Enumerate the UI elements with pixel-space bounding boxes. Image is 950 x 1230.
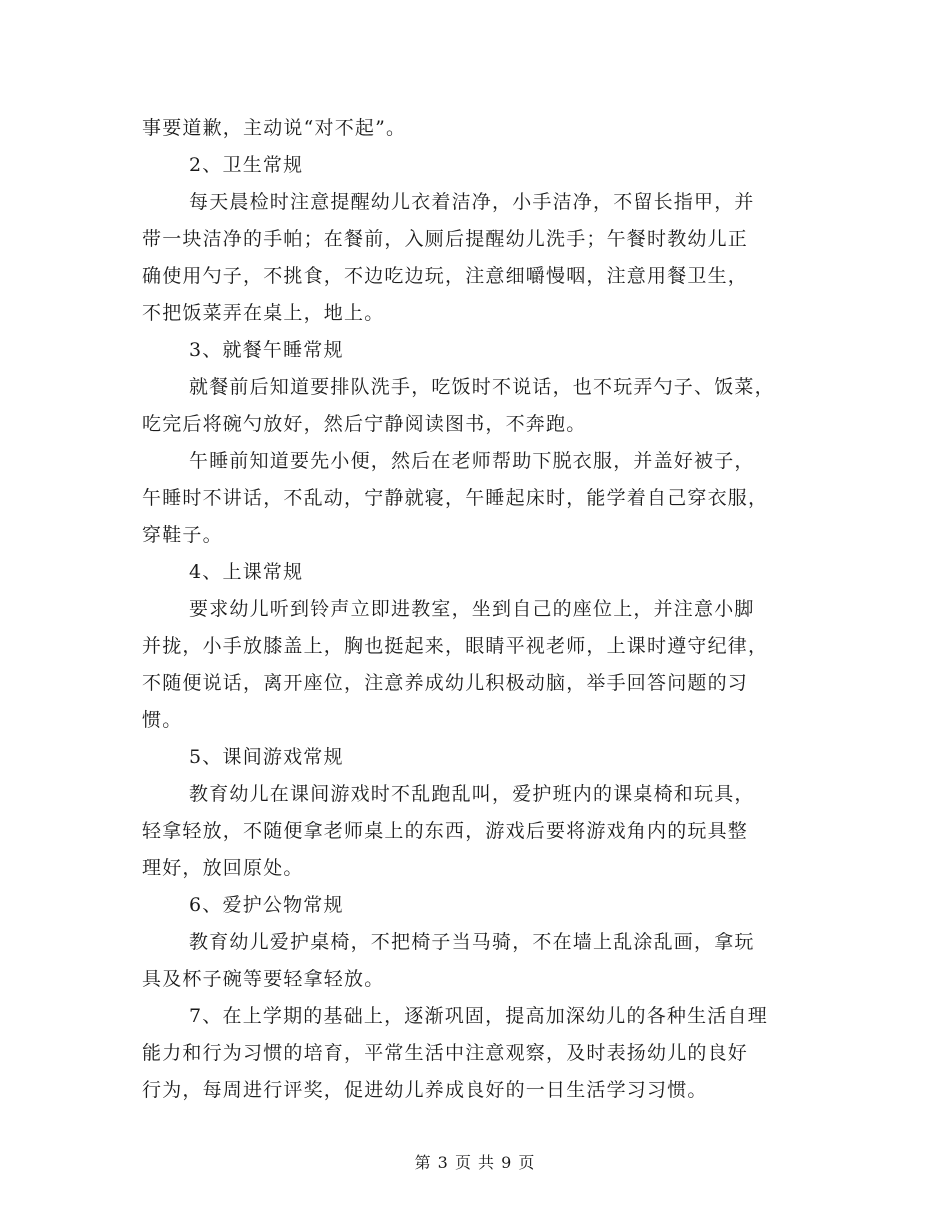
section-heading: 6、爱护公物常规 — [189, 894, 344, 916]
text-line: 不把饭菜弄在桌上，地上。 — [142, 302, 385, 324]
section-heading: 4、上课常规 — [189, 561, 304, 583]
text-line: 7、在上学期的基础上，逐渐巩固，提高加深幼儿的各种生活自理 — [189, 1005, 768, 1027]
text-line: 轻拿轻放，不随便拿老师桌上的东西，游戏后要将游戏角内的玩具整 — [142, 820, 749, 842]
text-line: 吃完后将碗勺放好，然后宁静阅读图书，不奔跑。 — [142, 413, 587, 435]
text-line: 事要道歉，主动说“对不起”。 — [142, 117, 407, 139]
footer-total-pages: 9 — [501, 1153, 513, 1172]
page-footer — [0, 1153, 950, 1173]
footer-prefix: 第 — [414, 1153, 432, 1172]
text-line: 就餐前后知道要排队洗手，吃饭时不说话，也不玩弄勺子、饭菜， — [189, 376, 775, 398]
text-line: 并拢，小手放膝盖上，胸也挺起来，眼睛平视老师，上课时遵守纪律， — [142, 635, 769, 657]
text-line: 教育幼儿爱护桌椅，不把椅子当马骑，不在墙上乱涂乱画，拿玩 — [189, 931, 755, 953]
section-heading: 5、课间游戏常规 — [189, 746, 344, 768]
text-line: 不随便说话，离开座位，注意养成幼儿积极动脑，举手回答问题的习 — [142, 672, 749, 694]
text-line: 能力和行为习惯的培育，平常生活中注意观察，及时表扬幼儿的良好 — [142, 1042, 749, 1064]
text-line: 具及杯子碗等要轻拿轻放。 — [142, 968, 385, 990]
text-line: 午睡前知道要先小便，然后在老师帮助下脱衣服，并盖好被子， — [189, 450, 755, 472]
text-line: 要求幼儿听到铃声立即进教室，坐到自己的座位上，并注意小脚 — [189, 598, 755, 620]
footer-current-page: 3 — [437, 1153, 449, 1172]
section-heading: 2、卫生常规 — [189, 154, 304, 176]
text-line: 每天晨检时注意提醒幼儿衣着洁净，小手洁净，不留长指甲，并 — [189, 191, 755, 213]
text-line: 午睡时不讲话，不乱动，宁静就寝，午睡起床时，能学着自己穿衣服， — [142, 487, 769, 509]
text-line: 穿鞋子。 — [142, 524, 223, 546]
footer-middle: 页 共 — [454, 1153, 496, 1172]
text-line: 教育幼儿在课间游戏时不乱跑乱叫，爱护班内的课桌椅和玩具， — [189, 783, 755, 805]
text-line: 行为，每周进行评奖，促进幼儿养成良好的一日生活学习习惯。 — [142, 1079, 708, 1101]
text-line: 带一块洁净的手帕；在餐前，入厕后提醒幼儿洗手；午餐时教幼儿正 — [142, 228, 749, 250]
text-line: 确使用勺子，不挑食，不边吃边玩，注意细嚼慢咽，注意用餐卫生， — [142, 265, 749, 287]
text-line: 理好，放回原处。 — [142, 857, 304, 879]
section-heading: 3、就餐午睡常规 — [189, 339, 344, 361]
text-line: 惯。 — [142, 709, 183, 731]
footer-suffix: 页 — [518, 1153, 536, 1172]
